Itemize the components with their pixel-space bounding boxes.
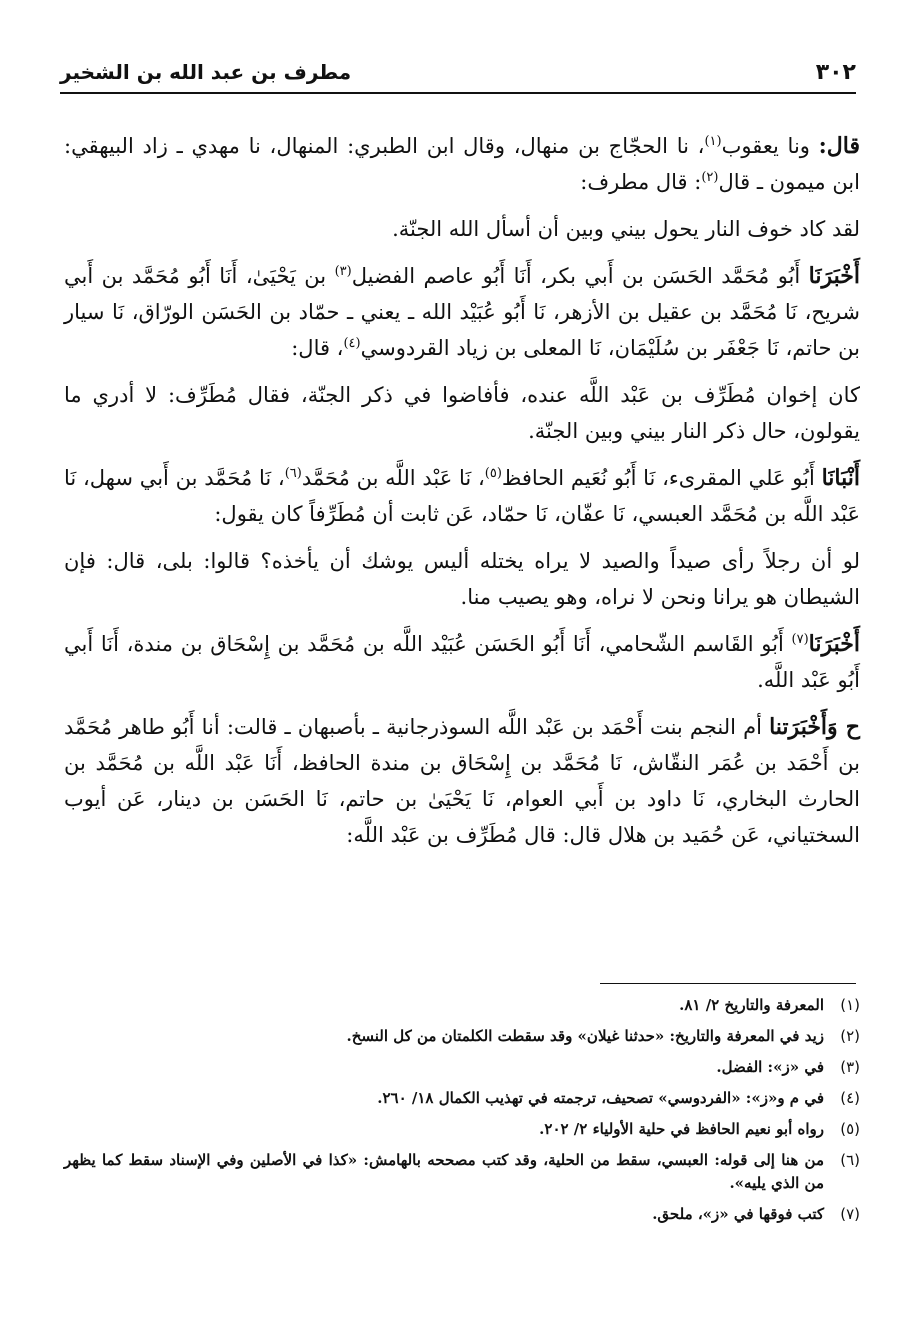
footnote-divider [600,983,856,984]
footnote-text: المعرفة والتاريخ ٢/ ٨١. [679,996,824,1014]
text-run: ، نَا مُحَمَّد بن أَبي سهل، نَا عَبْد اللَّه بن مُحَمَّد العبسي، نَا عفّان، نَا حمّاد، عَن ثابت أن مُطَرِّفاً كان يقول: [64,466,860,526]
text-paragraph [64,377,860,449]
text-paragraph [64,460,860,532]
footnotes [64,994,860,1234]
footnote-marker: (١) [704,134,722,149]
text-paragraph [64,211,860,247]
footnote-number: (٣) [840,1058,860,1076]
footnote-text: في م و«ز»: «الفردوسي» تصحيف، ترجمته في تهذيب الكمال ١٨/ ٢٦٠. [377,1089,824,1107]
footnote-item [64,1056,860,1079]
text-run: ونا يعقوب [721,134,819,158]
running-title: مطرف بن عبد الله بن الشخير [60,60,352,84]
footnote-item [64,1149,860,1195]
footnote-item [64,1087,860,1110]
text-run: أَبُو مُحَمَّد الحَسَن بن أَبي بكر، أَنَا أَبُو عاصم الفضيل [351,264,809,288]
page-header [60,52,856,94]
text-run: ، نا الحجّاج بن منهال، وقال ابن الطبري: المنهال، نا مهدي ـ زاد البيهقي: ابن ميمون ـ قال [64,134,860,194]
isnad-lead-word: أَخْبَرَنَا [808,263,860,289]
text-paragraph [64,128,860,200]
text-run: لو أن رجلاً رأى صيداً والصيد لا يراه يختله أليس يوشك أن يأخذه؟ قالوا: بلى، قال: فإن الشيطان هو يرانا ونحن لا نراه، وهو يصيب منا. [64,549,860,609]
footnote-text: من هنا إلى قوله: العبسي، سقط من الحلية، وقد كتب مصححه بالهامش: «كذا في الأصلين وفي الإسناد سقط كما يظهر من الذي يليه». [64,1151,824,1192]
footnote-text: كتب فوقها في «ز»، ملحق. [652,1205,824,1223]
text-paragraph [64,543,860,615]
footnote-marker: (٧) [791,632,809,647]
text-run: كان إخوان مُطَرِّف بن عَبْد اللَّه عنده، فأفاضوا في ذكر الجنّة، فقال مُطَرِّف: لا أدري ما يقولون، حال ذكر النار بيني وبين الجنّة. [64,383,860,443]
text-run: : قال مطرف: [580,170,702,194]
footnote-text: رواه أبو نعيم الحافظ في حلية الأولياء ٢/ ٢٠٢. [539,1120,824,1138]
text-run: ، نَا عَبْد اللَّه بن مُحَمَّد [301,466,485,490]
page-number: ٣٠٢ [815,60,856,85]
isnad-lead-word: أَنْبَانَا [821,465,860,491]
text-paragraph [64,626,860,698]
footnote-marker: (٥) [484,466,502,481]
footnote-marker: (٣) [334,264,352,279]
footnote-item [64,1203,860,1226]
text-run: أم النجم بنت أَحْمَد بن عَبْد اللَّه السوذرجانية ـ بأصبهان ـ قالت: أنا أَبُو طاهر مُحَمَّد بن أَحْمَد بن عُمَر النقّاش، نَا مُحَمَّد بن إِسْحَاق بن مندة الحافظ، أَنَا عَبْد اللَّه بن مُحَمَّد بن الحارث البخاري، نَا داود بن أَبي العوام، نَا يَحْيَىٰ بن حاتم، نَا الحَسَن بن دينار، عَن أيوب السختياني، عَن حُمَيد بن هلال قال: قال مُطَرِّف بن عَبْد اللَّه: [64,715,860,847]
main-text [64,128,860,864]
text-run: ، قال: [291,336,344,360]
footnote-marker: (٢) [701,170,719,185]
footnote-number: (٥) [840,1120,860,1138]
footnote-number: (٦) [840,1151,860,1169]
text-paragraph [64,709,860,853]
footnote-item [64,1025,860,1048]
footnote-item [64,994,860,1017]
isnad-lead-word: ح وَأَخْبَرَتنا [769,714,860,740]
isnad-lead-word: أَخْبَرَنَا [808,631,860,657]
footnote-number: (١) [840,996,860,1014]
footnote-item [64,1118,860,1141]
text-paragraph [64,258,860,366]
text-run: أَبُو عَلي المقرىء، نَا أَبُو نُعَيم الحافظ [501,466,822,490]
footnote-marker: (٦) [284,466,302,481]
footnote-number: (٢) [840,1027,860,1045]
footnote-text: زيد في المعرفة والتاريخ: «حدثنا غيلان» وقد سقطت الكلمتان من كل النسخ. [346,1027,824,1045]
text-run: لقد كاد خوف النار يحول بيني وبين أن أسأل الله الجنّة. [392,217,860,241]
isnad-lead-word: قال: [818,133,860,159]
footnote-number: (٤) [840,1089,860,1107]
text-run: أَبُو القَاسم الشّحامي، أَنَا أَبُو الحَسَن عُبَيْد اللَّه بن مُحَمَّد بن إِسْحَاق بن مندة، أَنَا أَبي أَبُو عَبْد اللَّه. [64,632,860,692]
footnote-number: (٧) [840,1205,860,1223]
footnote-marker: (٤) [343,336,361,351]
footnote-text: في «ز»: الفضل. [716,1058,824,1076]
text-run: بن يَحْيَىٰ، أَنَا أَبُو مُحَمَّد بن أَبي شريح، نَا مُحَمَّد بن عقيل بن الأزهر، نَا أَبُو عُبَيْد الله ـ يعني ـ حمّاد بن الحَسَن الورّاق، نَا سيار بن حاتم، نَا جَعْفَر بن سُلَيْمَان، نَا المعلى بن زياد القردوسي [64,264,860,360]
